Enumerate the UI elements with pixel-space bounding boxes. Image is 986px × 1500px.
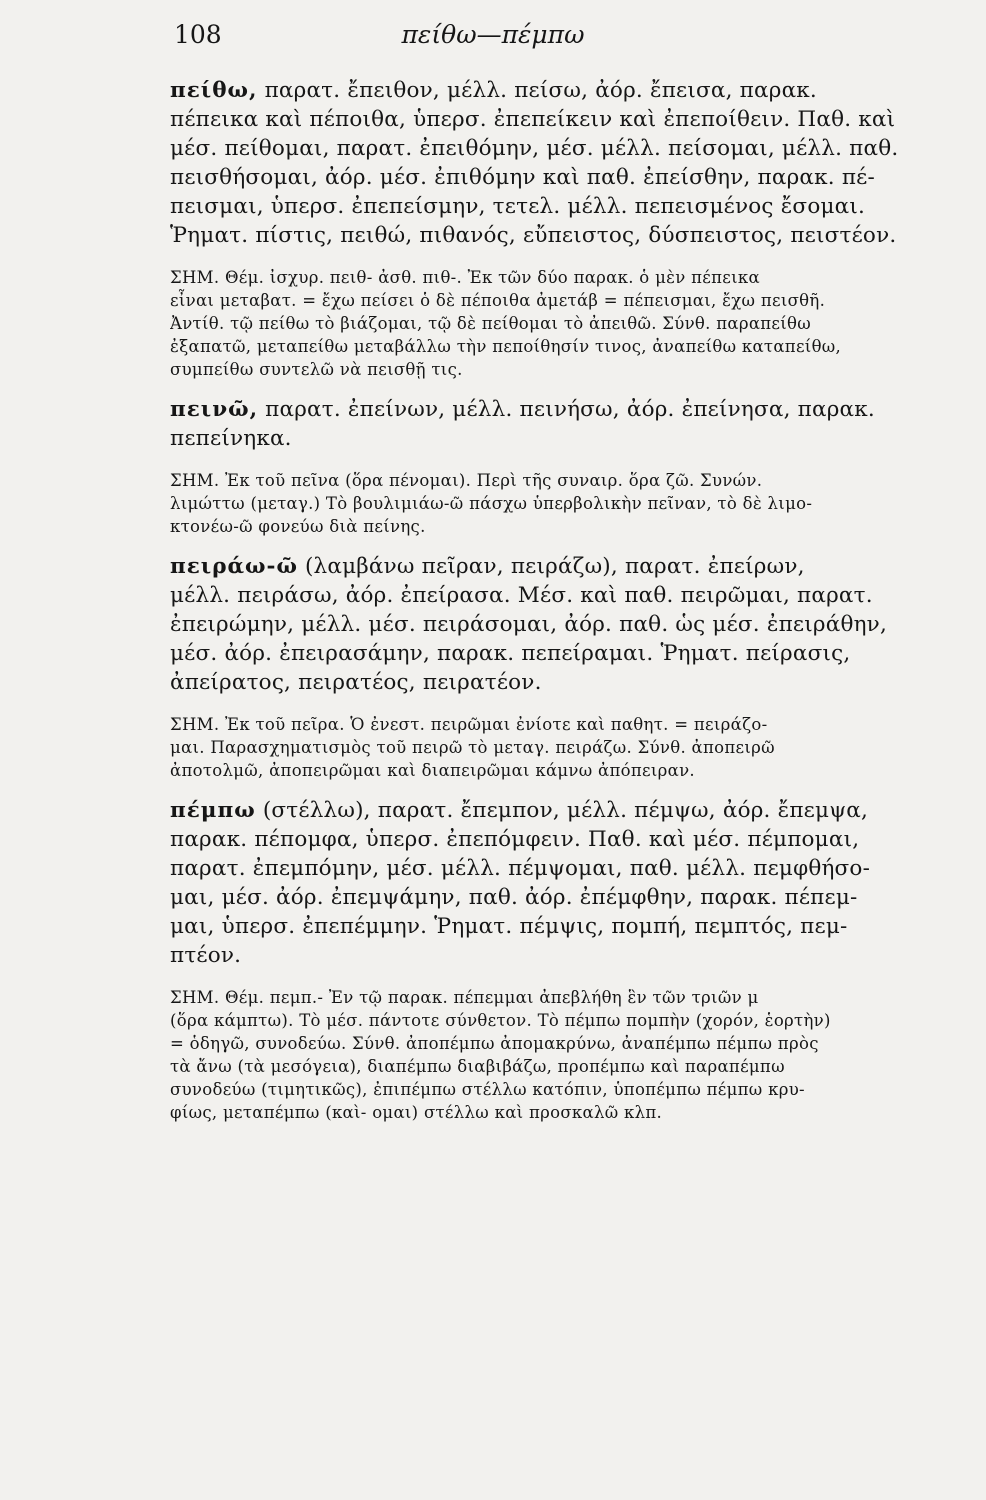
entry-line [170, 395, 960, 424]
running-title: πείθω—πέμπω [401, 20, 585, 49]
note-line: ΣΗΜ. Ἐκ τοῦ πεῖρα. Ὁ ἐνεστ. πειρῶμαι ἐνίοτε καὶ παθητ. = πειράζο- [170, 715, 768, 734]
entry-note [170, 713, 960, 782]
note-line: ΣΗΜ. Ἐκ τοῦ πεῖνα (ὅρα πένομαι). Περὶ τῆς συναιρ. ὅρα ζῶ. Συνών. [170, 471, 763, 490]
page-number: 108 [174, 20, 222, 49]
page-header [0, 0, 986, 60]
note-line: Ἀντίθ. τῷ πείθω τὸ βιάζομαι, τῷ δὲ πείθομαι τὸ ἀπειθῶ. Σύνθ. παραπείθω [170, 314, 812, 333]
entry-line: πεπείνηκα. [170, 426, 292, 451]
lemma: πεινῶ, [170, 397, 259, 422]
entry-line: ἐπειρώμην, μέλλ. μέσ. πειράσομαι, ἀόρ. παθ. ὡς μέσ. ἐπειράθην, [170, 612, 887, 637]
entry-line: παρακ. πέπομφα, ὑπερσ. ἐπεπόμφειν. Παθ. καὶ μέσ. πέμπομαι, [170, 827, 860, 852]
entry-note [170, 469, 960, 538]
entry-line: παρατ. ἐπεμπόμην, μέσ. μέλλ. πέμψομαι, παθ. μέλλ. πεμφθήσο- [170, 856, 871, 881]
note-line: λιμώττω (μεταγ.) Τὸ βουλιμιάω-ῶ πάσχω ὑπερβολικὴν πεῖναν, τὸ δὲ λιμο- [170, 494, 813, 513]
entry-peitho [170, 76, 960, 381]
entry-note [170, 986, 960, 1124]
entry-pempo [170, 796, 960, 1124]
entry-line: πτέον. [170, 943, 242, 968]
note-line: συνοδεύω (τιμητικῶς), ἐπιπέμπω στέλλω κατόπιν, ὑποπέμπω πέμπω κρυ- [170, 1080, 805, 1099]
note-line: εἶναι μεταβατ. = ἔχω πείσει ὁ δὲ πέποιθα ἀμετάβ = πέπεισμαι, ἔχω πεισθῆ. [170, 291, 826, 310]
entry-peirao [170, 552, 960, 782]
lemma: πείθω, [170, 78, 258, 103]
entry-line: πέπεικα καὶ πέποιθα, ὑπερσ. ἐπεπείκειν καὶ ἐπεποίθειν. Παθ. καὶ [170, 107, 896, 132]
note-line: ἐξαπατῶ, μεταπείθω μεταβάλλω τὴν πεποίθησίν τινος, ἀναπείθω καταπείθω, [170, 337, 842, 356]
entry-line: μαι, μέσ. ἀόρ. ἐπεμψάμην, παθ. ἀόρ. ἐπέμφθην, παρακ. πέπεμ- [170, 885, 858, 910]
entry-line: πεισμαι, ὑπερσ. ἐπεπείσμην, τετελ. μέλλ. πεπεισμένος ἔσομαι. [170, 194, 866, 219]
entry-line: μέλλ. πειράσω, ἀόρ. ἐπείρασα. Μέσ. καὶ παθ. πειρῶμαι, παρατ. [170, 583, 873, 608]
entry-line: μέσ. ἀόρ. ἐπειρασάμην, παρακ. πεπείραμαι. Ῥηματ. πείρασις, [170, 641, 851, 666]
note-line: τὰ ἄνω (τὰ μεσόγεια), διαπέμπω διαβιβάζω, προπέμπω καὶ παραπέμπω [170, 1057, 785, 1076]
note-line: ΣΗΜ. Θέμ. πεμπ.- Ἐν τῷ παρακ. πέπεμμαι ἀπεβλήθη ἓν τῶν τριῶν μ [170, 988, 759, 1007]
entry-line [170, 76, 960, 105]
entry-peino [170, 395, 960, 538]
entry-line-text: (λαμβάνω πεῖραν, πειράζω), παρατ. ἐπείρων, [304, 554, 805, 579]
note-line: = ὁδηγῶ, συνοδεύω. Σύνθ. ἀποπέμπω ἀπομακρύνω, ἀναπέμπω πέμπω πρὸς [170, 1034, 819, 1053]
entry-note [170, 266, 960, 381]
note-line: (ὅρα κάμπτω). Τὸ μέσ. πάντοτε σύνθετον. Τὸ πέμπω πομπὴν (χορόν, ἑορτὴν) [170, 1011, 831, 1030]
entry-line: πεισθήσομαι, ἀόρ. μέσ. ἐπιθόμην καὶ παθ. ἐπείσθην, παρακ. πέ- [170, 165, 875, 190]
lemma: πέμπω [170, 798, 256, 823]
entry-line [170, 552, 960, 581]
note-line: ἀποτολμῶ, ἀποπειρῶμαι καὶ διαπειρῶμαι κάμνω ἀπόπειραν. [170, 761, 695, 780]
entry-line-text: παρατ. ἐπείνων, μέλλ. πεινήσω, ἀόρ. ἐπείνησα, παρακ. [265, 397, 875, 422]
note-line: μαι. Παρασχηματισμὸς τοῦ πειρῶ τὸ μεταγ. πειράζω. Σύνθ. ἀποπειρῶ [170, 738, 775, 757]
note-line: συμπείθω συντελῶ νὰ πεισθῇ τις. [170, 360, 463, 379]
entry-line: μαι, ὑπερσ. ἐπεπέμμην. Ῥηματ. πέμψις, πομπή, πεμπτός, πεμ- [170, 914, 848, 939]
lemma: πειράω-ῶ [170, 554, 298, 579]
dictionary-body [170, 76, 960, 1124]
note-line: ΣΗΜ. Θέμ. ἰσχυρ. πειθ- ἀσθ. πιθ-. Ἐκ τῶν δύο παρακ. ὁ μὲν πέπεικα [170, 268, 760, 287]
note-line: κτονέω-ῶ φονεύω διὰ πείνης. [170, 517, 426, 536]
entry-line-text: παρατ. ἔπειθον, μέλλ. πείσω, ἀόρ. ἔπεισα, παρακ. [264, 78, 817, 103]
entry-line-text: (στέλλω), παρατ. ἔπεμπον, μέλλ. πέμψω, ἀόρ. ἔπεμψα, [262, 798, 869, 823]
entry-line [170, 796, 960, 825]
entry-line: ἀπείρατος, πειρατέος, πειρατέον. [170, 670, 542, 695]
entry-line: μέσ. πείθομαι, παρατ. ἐπειθόμην, μέσ. μέλλ. πείσομαι, μέλλ. παθ. [170, 136, 899, 161]
note-line: φίως, μεταπέμπω (καὶ- ομαι) στέλλω καὶ προσκαλῶ κλπ. [170, 1103, 663, 1122]
entry-line: Ῥηματ. πίστις, πειθώ, πιθανός, εὔπειστος, δύσπειστος, πειστέον. [170, 223, 897, 248]
